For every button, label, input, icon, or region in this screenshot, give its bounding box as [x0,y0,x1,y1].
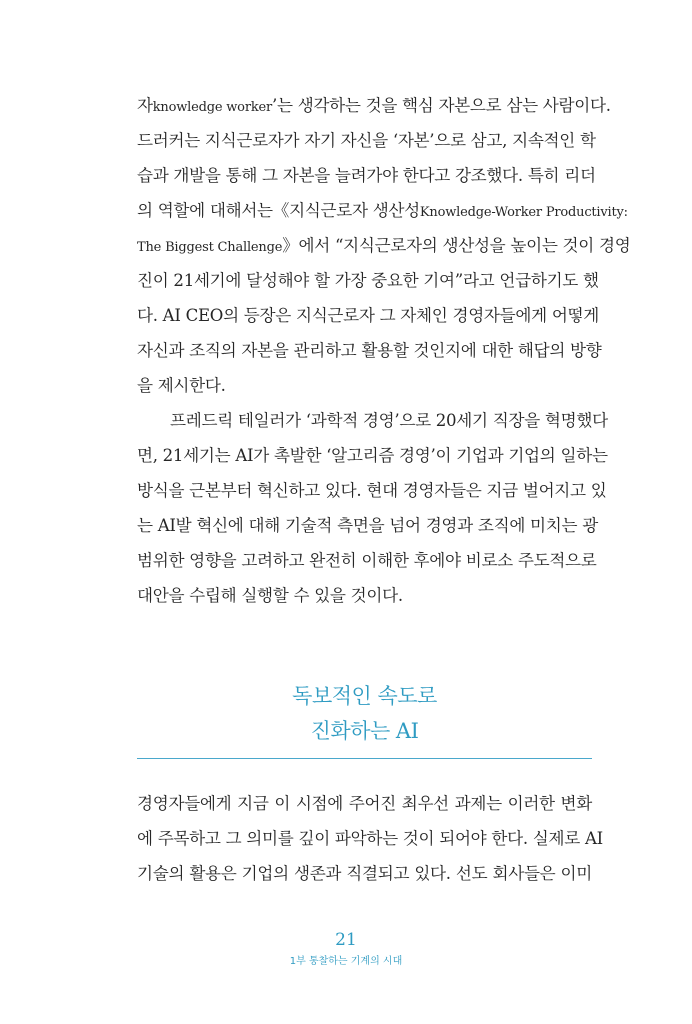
running-footer-title: 1부 통찰하는 기계의 시대 [289,956,403,967]
paragraph-2-line-4: 는 AI발 혁신에 대해 기술적 측면을 넘어 경영과 조직에 미치는 광 [137,516,598,535]
paragraph-3-line-3: 기술의 활용은 기업의 생존과 직결되고 있다. 선도 회사들은 이미 [137,864,592,883]
paragraph-2-line-6: 대안을 수립해 실행할 수 있을 것이다. [137,586,403,605]
paragraph-1-line-8: 자신과 조직의 자본을 관리하고 활용할 것인지에 대한 해답의 방향 [137,341,602,360]
section-divider [137,758,592,759]
english-term: knowledge worker [152,100,273,115]
section-title-line-1: 독보적인 속도로 [292,684,437,708]
text-segment: 》에서 “지식근로자의 생산성을 높이는 것이 경영 [282,236,631,255]
paragraph-2-line-1: 프레드릭 테일러가 ‘과학적 경영’으로 20세기 직장을 혁명했다 [170,411,608,430]
paragraph-1-line-4 [137,199,628,225]
english-book-subtitle: The Biggest Challenge [137,240,283,255]
paragraph-3-line-1: 경영자들에게 지금 이 시점에 주어진 최우선 과제는 이러한 변화 [137,794,592,813]
paragraph-1-line-9: 을 제시한다. [137,376,226,395]
paragraph-1-line-3: 습과 개발을 통해 그 자본을 늘려가야 한다고 강조했다. 특히 리더 [137,166,596,185]
paragraph-1-line-5 [137,234,631,260]
paragraph-2-line-2: 면, 21세기는 AI가 촉발한 ‘알고리즘 경영’이 기업과 기업의 일하는 [137,446,608,465]
section-title-line-2: 진화하는 AI [310,719,419,743]
text-segment: 자 [137,96,153,115]
paragraph-1-line-6: 진이 21세기에 달성해야 할 가장 중요한 기여”라고 언급하기도 했 [137,271,599,290]
paragraph-2-line-5: 범위한 영향을 고려하고 완전히 이해한 후에야 비로소 주도적으로 [137,551,597,570]
paragraph-1-line-2: 드러커는 지식근로자가 자기 자신을 ‘자본’으로 삼고, 지속적인 학 [137,131,596,150]
paragraph-3-line-2: 에 주목하고 그 의미를 깊이 파악하는 것이 되어야 한다. 실제로 AI [137,829,603,848]
page-number: 21 [335,930,357,950]
text-segment: 의 역할에 대해서는《지식근로자 생산성 [137,201,420,220]
paragraph-1-line-7: 다. AI CEO의 등장은 지식근로자 그 자체인 경영자들에게 어떻게 [137,306,600,325]
paragraph-2-line-3: 방식을 근본부터 혁신하고 있다. 현대 경영자들은 지금 벌어지고 있 [137,481,607,500]
paragraph-1-line-1 [137,94,611,120]
english-book-title: Knowledge-Worker Productivity: [419,205,628,220]
text-segment: ’는 생각하는 것을 핵심 자본으로 삼는 사람이다. [272,96,611,115]
